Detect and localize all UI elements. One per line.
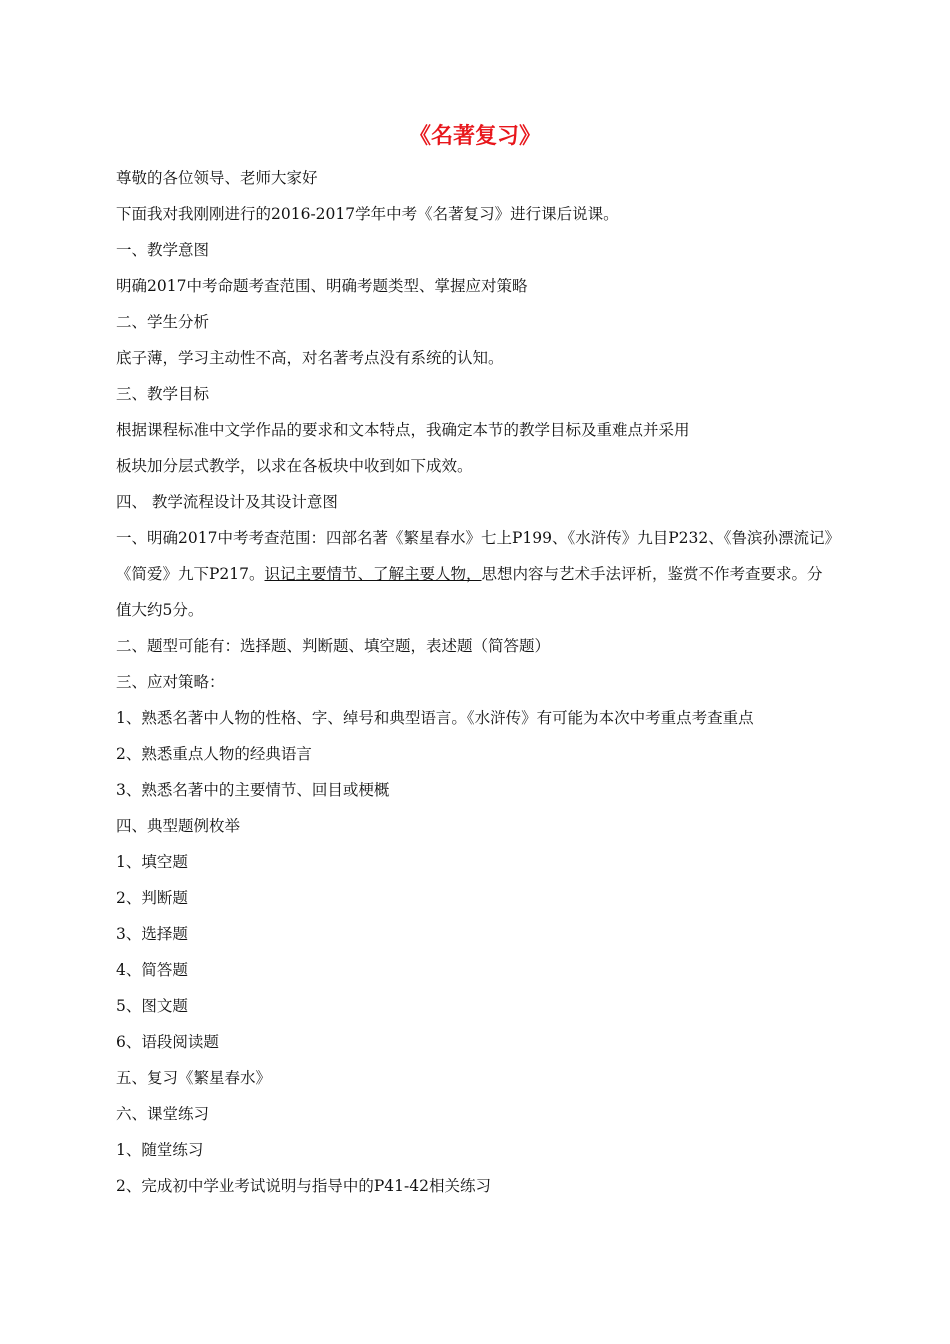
- scope-part-1: 《简爱》九下P217。: [116, 565, 265, 583]
- students-text: 底子薄，学习主动性不高，对名著考点没有系统的认知。: [116, 349, 504, 367]
- strategy-item-2: 2、熟悉重点人物的经典语言: [116, 745, 312, 763]
- review-heading: 五、复习《繁星春水》: [116, 1069, 272, 1087]
- document-body: [116, 160, 840, 1204]
- intent-text: 明确2017中考命题考查范围、明确考题类型、掌握应对策略: [116, 277, 528, 295]
- strategy-heading: 三、应对策略：: [116, 673, 225, 691]
- scope-part-2: 思想内容与艺术手法评析，鉴赏不作考查要求。分: [481, 565, 823, 583]
- example-item-1: 1、填空题: [116, 853, 188, 871]
- document-title: 《名著复习》: [408, 124, 541, 149]
- section-heading-intent: 一、教学意图: [116, 241, 210, 259]
- scope-underlined: 识记主要情节、了解主要人物，: [264, 565, 482, 583]
- goals-text-1: 根据课程标准中文学作品的要求和文本特点，我确定本节的教学目标及重难点并采用: [116, 421, 690, 439]
- goals-text-2: 板块加分层式教学，以求在各板块中收到如下成效。: [116, 457, 473, 475]
- intro-line: 下面我对我刚刚进行的2016-2017学年中考《名著复习》进行课后说课。: [116, 205, 619, 223]
- strategy-item-1: 1、熟悉名著中人物的性格、字、绰号和典型语言。《水浒传》有可能为本次中考重点考查重点: [116, 709, 754, 727]
- examples-heading: 四、典型题例枚举: [116, 817, 241, 835]
- practice-heading: 六、课堂练习: [116, 1105, 210, 1123]
- practice-item-2: 2、完成初中学业考试说明与指导中的P41-42相关练习: [116, 1177, 491, 1195]
- question-types: 二、题型可能有：选择题、判断题、填空题，表述题（简答题）: [116, 637, 551, 655]
- section-heading-process: 四、 教学流程设计及其设计意图: [116, 493, 338, 511]
- scope-line-2: [116, 556, 840, 592]
- example-item-2: 2、判断题: [116, 889, 188, 907]
- scope-line-1: 一、明确2017中考考查范围：四部名著《繁星春水》七上P199、《水浒传》九目P232、《鲁滨孙漂流记》: [116, 529, 840, 547]
- example-item-4: 4、简答题: [116, 961, 188, 979]
- strategy-item-3: 3、熟悉名著中的主要情节、回目或梗概: [116, 781, 390, 799]
- section-heading-goals: 三、教学目标: [116, 385, 210, 403]
- greeting-line: 尊敬的各位领导、老师大家好: [116, 169, 318, 187]
- scope-line-3: 值大约5分。: [116, 601, 204, 619]
- example-item-3: 3、选择题: [116, 925, 188, 943]
- section-heading-students: 二、学生分析: [116, 313, 210, 331]
- example-item-6: 6、语段阅读题: [116, 1033, 219, 1051]
- example-item-5: 5、图文题: [116, 997, 188, 1015]
- practice-item-1: 1、随堂练习: [116, 1141, 204, 1159]
